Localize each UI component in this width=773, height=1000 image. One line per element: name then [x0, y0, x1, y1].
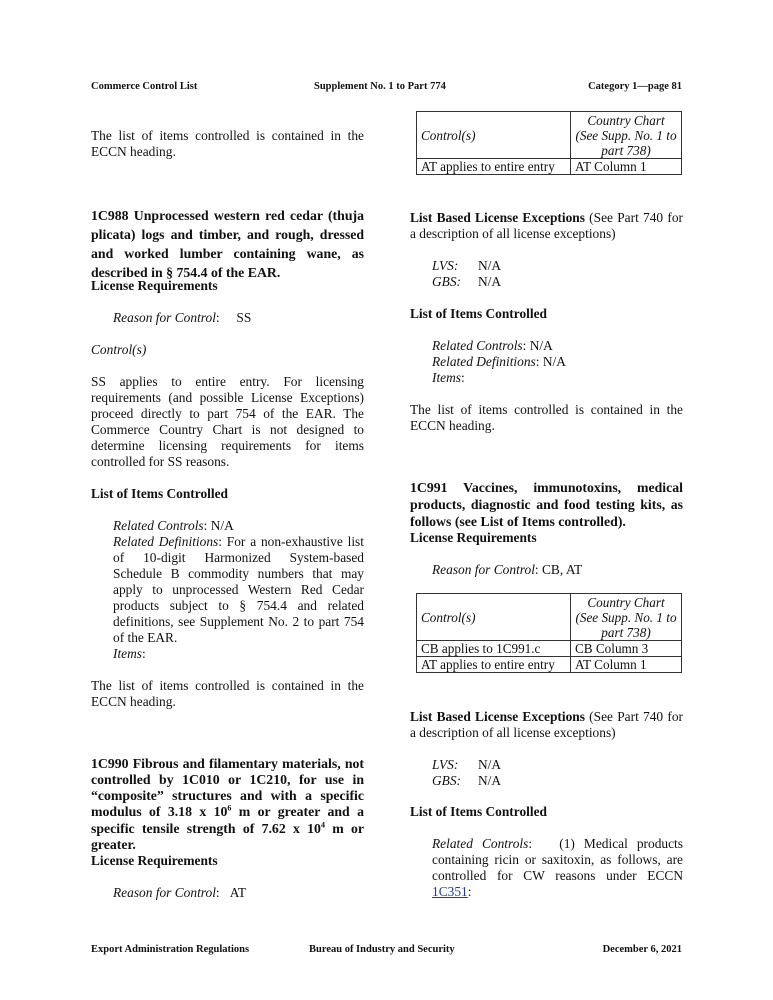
license-requirements-title: License Requirements: [91, 853, 218, 868]
reason-value: AT: [229, 885, 247, 900]
reason-for-control: Reason for Control: AT: [113, 885, 247, 900]
lvs-value: N/A: [478, 757, 502, 772]
table-cell: CB applies to 1C991.c: [417, 641, 571, 657]
reason-for-control: Reason for Control: SS: [113, 310, 252, 325]
list-of-items-details: Related Controls: N/A Related Definitions: N/A Items:: [432, 338, 566, 385]
controls-text: SS applies to entire entry. For licensing requirements (and possible License Exceptions) proceed directly to part 754 of the EAR. The Commerce Country Chart is not designed to determine licensing requirements for items controlled for SS reasons.: [91, 374, 364, 469]
lvs-value: N/A: [478, 258, 502, 273]
table-header: Country Chart (See Supp. No. 1 to part 738): [571, 594, 682, 641]
punctuation: :: [467, 884, 472, 899]
list-of-items-title: List of Items Controlled: [410, 306, 547, 321]
table-row: [417, 657, 682, 673]
related-definitions-label: Related Definitions: [113, 534, 219, 549]
related-controls-value: N/A: [210, 518, 234, 533]
list-of-items-title: List of Items Controlled: [91, 486, 228, 501]
items-text: The list of items controlled is contained in the ECCN heading.: [91, 678, 364, 709]
table-cell: AT Column 1: [571, 159, 682, 175]
intro-text: The list of items controlled is contained in the ECCN heading.: [91, 128, 364, 159]
control-table-1c988: [416, 111, 682, 175]
table-header: Control(s): [417, 594, 571, 641]
related-definitions-label: Related Definitions: [432, 354, 536, 369]
items-text: The list of items controlled is contained in the ECCN heading.: [410, 402, 683, 433]
table-row: [417, 159, 682, 175]
license-exceptions-paragraph: [410, 210, 683, 242]
table-cell: AT applies to entire entry: [417, 159, 571, 175]
header-left: Commerce Control List: [91, 81, 198, 92]
license-exceptions-title: List Based License Exceptions: [410, 210, 585, 225]
reason-value: CB, AT: [542, 562, 583, 577]
control-table-1c991: [416, 593, 682, 673]
footer-left: Export Administration Regulations: [91, 944, 250, 955]
heading-text: 1C990 Fibrous and filamentary materials, not controlled by 1C010 or 1C210, for use in “composite” structures and with a specific modulus of 3.18 x 10: [91, 755, 364, 820]
reason-label: Reason for Control: [113, 885, 216, 900]
reason-label: Reason for Control: [113, 310, 216, 325]
related-controls-label: Related Controls: [432, 836, 529, 851]
table-cell: CB Column 3: [571, 641, 682, 657]
list-of-items-title: List of Items Controlled: [410, 804, 547, 819]
footer-right: December 6, 2021: [602, 944, 682, 955]
eccn-1c991-heading: 1C991 Vaccines, immunotoxins, medical products, diagnostic and food testing kits, as follows (see List of Items controlled).: [410, 479, 683, 529]
superscript: 4: [320, 820, 325, 830]
eccn-1c990-heading: [91, 756, 364, 853]
table-row: [417, 641, 682, 657]
lvs-label: LVS:: [432, 258, 459, 273]
lvs-label: LVS:: [432, 757, 459, 772]
related-controls-label: Related Controls: [432, 338, 523, 353]
items-label: Items: [432, 370, 462, 385]
related-controls-paragraph: Related Controls: (1) Medical products containing ricin or saxitoxin, as follows, are controlled for CW reasons under ECCN 1C351:: [432, 836, 683, 899]
reason-value: SS: [236, 310, 252, 325]
license-exceptions-paragraph: [410, 709, 683, 741]
table-header: Control(s): [417, 112, 571, 159]
license-exceptions-note: (See Part 740 for a description of all license exceptions): [410, 210, 683, 241]
footer-center: Bureau of Industry and Security: [309, 944, 455, 955]
gbs-label: GBS:: [432, 773, 462, 788]
reason-label: Reason for Control: [432, 562, 535, 577]
license-exceptions-title: List Based License Exceptions: [410, 709, 585, 724]
header-right: Category 1—page 81: [588, 81, 682, 92]
table-cell: AT Column 1: [571, 657, 682, 673]
license-exceptions-list: [410, 757, 683, 789]
related-definitions-value: N/A: [542, 354, 566, 369]
license-exceptions-note: (See Part 740 for a description of all license exceptions): [410, 709, 683, 740]
related-controls-label: Related Controls: [113, 518, 204, 533]
gbs-label: GBS:: [432, 274, 462, 289]
reason-for-control: Reason for Control: CB, AT: [432, 562, 583, 577]
related-controls-value: N/A: [529, 338, 553, 353]
table-header: Country Chart (See Supp. No. 1 to part 738): [571, 112, 682, 159]
superscript: 6: [227, 803, 232, 813]
controls-title: Control(s): [91, 342, 147, 357]
header-center: Supplement No. 1 to Part 774: [314, 81, 446, 92]
license-requirements-title: License Requirements: [91, 278, 218, 293]
related-definitions-value: For a non-exhaustive list of 10-digit Harmonized System-based Schedule B commodity numbers that may apply to unprocessed Western Red Cedar products subject to § 754.4 and related definitions, see Supplement No. 2 to part 754 of the EAR.: [113, 534, 364, 645]
heading-text: m or greater.: [91, 820, 364, 852]
gbs-value: N/A: [478, 773, 502, 788]
list-of-items-details: Related Controls: N/A Related Definitions: For a non-exhaustive list of 10-digit Harmonized System-based Schedule B commodity numbers that may apply to unprocessed Western Red Cedar products subject to § 754.4 and related definitions, see Supplement No. 2 to part 754 of the EAR. Items:: [113, 518, 364, 661]
gbs-value: N/A: [478, 274, 502, 289]
eccn-1c988-heading: 1C988 Unprocessed western red cedar (thuja plicata) logs and timber, and rough, dressed and worked lumber containing wane, as described in § 754.4 of the EAR.: [91, 207, 364, 280]
related-controls-value: (1) Medical products containing ricin or saxitoxin, as follows, are controlled for CW reasons under ECCN: [432, 836, 683, 883]
items-label: Items: [113, 646, 143, 661]
table-cell: AT applies to entire entry: [417, 657, 571, 673]
eccn-1c351-link[interactable]: 1C351: [432, 884, 468, 899]
heading-text: m or greater and a specific tensile strength of 7.62 x 10: [91, 804, 364, 836]
license-exceptions-list: [410, 258, 683, 290]
license-requirements-title: License Requirements: [410, 530, 537, 545]
